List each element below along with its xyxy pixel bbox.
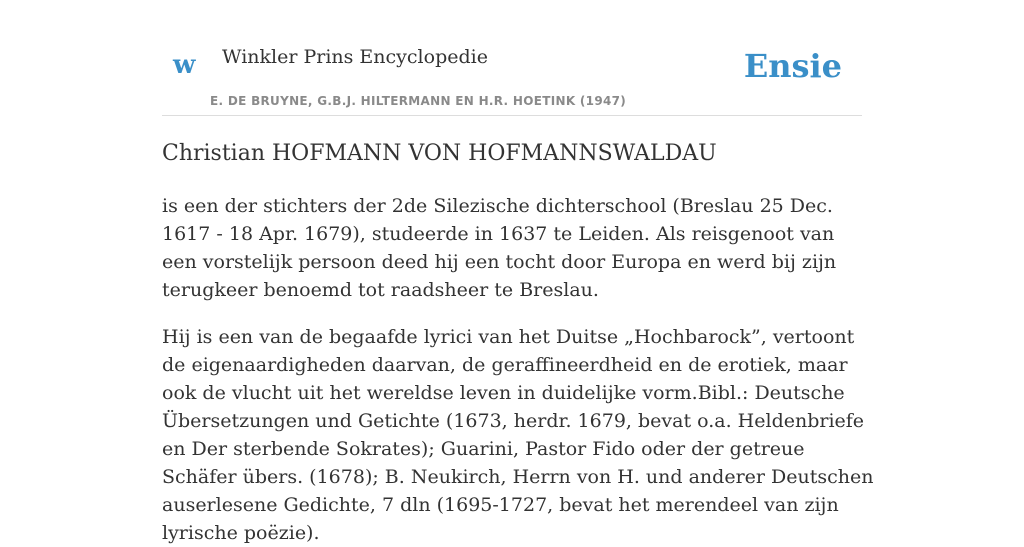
- header: [162, 0, 862, 116]
- brand-logo[interactable]: Ensie: [743, 47, 842, 85]
- article-paragraph: Hij is een van de begaafde lyrici van het Duitse „Hochbarock”, vertoont de eigenaardigheden daarvan, de geraffineerdheid en de erotiek, maar ook de vlucht uit het wereldse leven in duidelijke vorm.Bibl.: Deutsche Übersetzungen und Getichte (1673, herdr. 1679, bevat o.a. Heldenbriefe en Der sterbende Sokrates); Guarini, Pastor Fido oder der getreue Schäfer übers. (1678); B. Neukirch, Herrn von H. und anderer Deutschen auserlesene Gedichte, 7 dln (1695-1727, bevat het merendeel van zijn lyrische poëzie).: [162, 326, 874, 544]
- publication-logo[interactable]: w: [173, 50, 196, 80]
- article-paragraph: is een der stichters der 2de Silezische dichterschool (Breslau 25 Dec. 1617 - 18 Apr. 1679), studeerde in 1637 te Leiden. Als reisgenoot van een vorstelijk persoon deed hij een tocht door Europa en werd bij zijn terugkeer benoemd tot raadsheer te Breslau.: [162, 195, 837, 301]
- publication-authors: E. DE BRUYNE, G.B.J. HILTERMANN EN H.R. HOETINK (1947): [210, 94, 627, 108]
- article-title: Christian HOFMANN VON HOFMANNSWALDAU: [162, 141, 717, 166]
- page-container: [162, 0, 874, 544]
- publication-title[interactable]: Winkler Prins Encyclopedie: [222, 46, 488, 68]
